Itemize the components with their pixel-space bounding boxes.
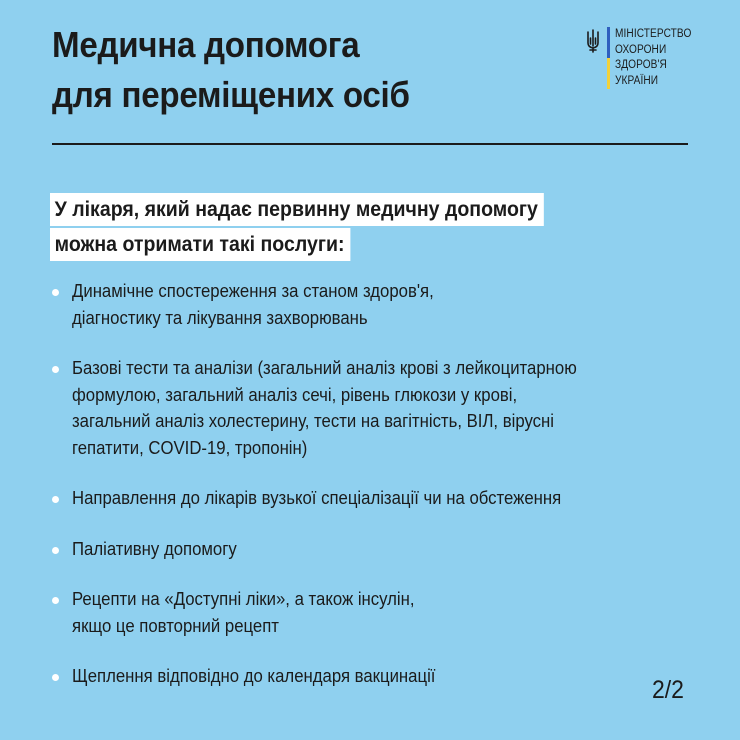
list-item [52,586,692,639]
list-item-text: Базові тести та аналізи (загальний аналіз крові з лейкоцитарною формулою, загальний аналіз сечі, рівень глюкози у крові, загальний аналіз холестерину, тести на вагітність, ВІЛ, вірусні гепатити, COVID-19, тропонін) [72,358,577,458]
list-item [52,536,692,563]
bullet-icon [52,366,59,373]
page-title-line-2: для переміщених осіб [52,74,410,115]
list-item-text: Направлення до лікарів вузької спеціалізації чи на обстеження [72,488,562,508]
trident-icon [585,29,601,53]
bullet-icon [52,289,59,296]
list-item-text: Щеплення відповідно до календаря вакцинації [72,666,436,686]
list-item [52,278,692,331]
page-number: 2/2 [652,676,684,704]
section-heading-line-2: можна отримати такі послуги: [50,228,350,261]
page-title [52,20,410,120]
list-item [52,485,692,512]
list-item [52,355,692,461]
logo-line-4: УКРАЇНИ [615,74,659,87]
page-title-line-1: Медична допомога [52,24,360,65]
bullet-icon [52,547,59,554]
logo-text [615,27,691,89]
list-item-text: Рецепти на «Доступні ліки», а також інсулін, якщо це повторний рецепт [72,589,415,636]
list-item-text: Паліативну допомогу [72,538,237,559]
bullet-icon [52,674,59,681]
logo-line-3: ЗДОРОВ'Я [615,59,667,71]
list-item-text: Динамічне спостереження за станом здоров'я, діагностику та лікування захворювань [72,281,434,328]
section-heading-line-1: У лікаря, який надає первинну медичну допомогу [50,193,543,226]
logo-line-1: МІНІСТЕРСТВО [615,28,692,40]
services-list [52,278,692,714]
bullet-icon [52,597,59,604]
list-item [52,663,692,690]
title-divider [52,143,688,145]
ministry-logo [585,27,702,89]
bullet-icon [52,496,59,503]
logo-line-2: ОХОРОНИ [615,43,667,56]
logo-flag-bar [607,27,610,89]
section-heading [50,193,581,263]
